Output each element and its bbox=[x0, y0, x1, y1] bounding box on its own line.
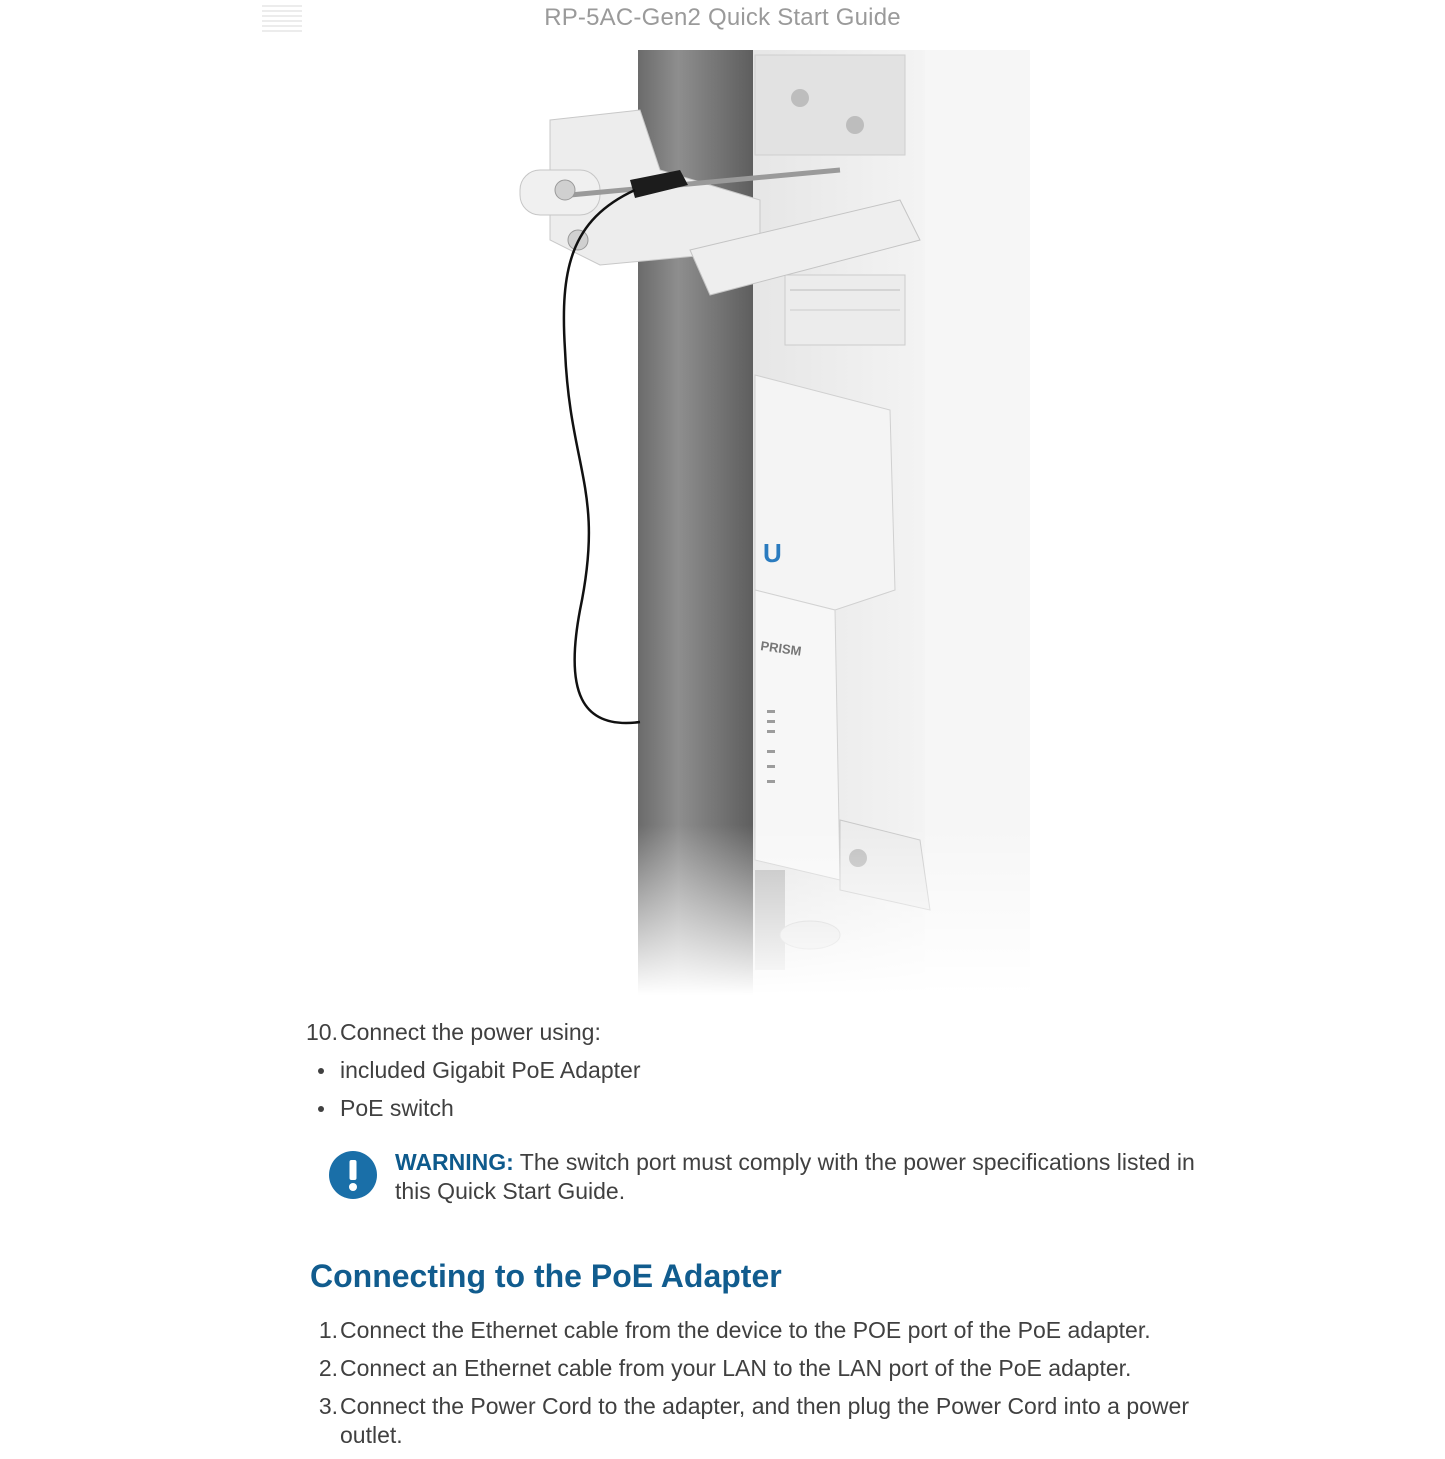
warning-note bbox=[328, 1148, 1208, 1206]
warning-label: WARNING: bbox=[395, 1149, 514, 1175]
page-header-title: RP-5AC-Gen2 Quick Start Guide bbox=[544, 4, 901, 31]
step-number: 10. bbox=[306, 1019, 338, 1045]
step-text: Connect the Ethernet cable from the device to the POE port of the PoE adapter. bbox=[340, 1317, 1151, 1343]
step-text: Connect an Ethernet cable from your LAN to the LAN port of the PoE adapter. bbox=[340, 1355, 1132, 1381]
list-item bbox=[305, 1316, 1205, 1345]
step-10-item bbox=[305, 1018, 601, 1047]
step-number: 3. bbox=[318, 1393, 338, 1419]
step-10 bbox=[305, 1018, 601, 1047]
poe-adapter-steps bbox=[305, 1316, 1205, 1459]
list-item bbox=[305, 1392, 1205, 1450]
step-number: 1. bbox=[318, 1317, 338, 1343]
exclamation-icon bbox=[328, 1150, 378, 1200]
section-title: Connecting to the PoE Adapter bbox=[310, 1258, 782, 1294]
list-item: included Gigabit PoE Adapter bbox=[315, 1056, 640, 1085]
device-mounting-illustration bbox=[510, 50, 1050, 995]
step-text: Connect the power using: bbox=[340, 1019, 601, 1045]
power-options-list bbox=[315, 1056, 640, 1132]
warning-text bbox=[395, 1148, 1208, 1206]
list-item: PoE switch bbox=[315, 1094, 640, 1123]
warning-body: The switch port must comply with the power specifications listed in this Quick Start Guide. bbox=[395, 1149, 1195, 1204]
step-number: 2. bbox=[318, 1355, 338, 1381]
list-item bbox=[305, 1354, 1205, 1383]
step-text: Connect the Power Cord to the adapter, and then plug the Power Cord into a power outlet. bbox=[340, 1393, 1189, 1448]
